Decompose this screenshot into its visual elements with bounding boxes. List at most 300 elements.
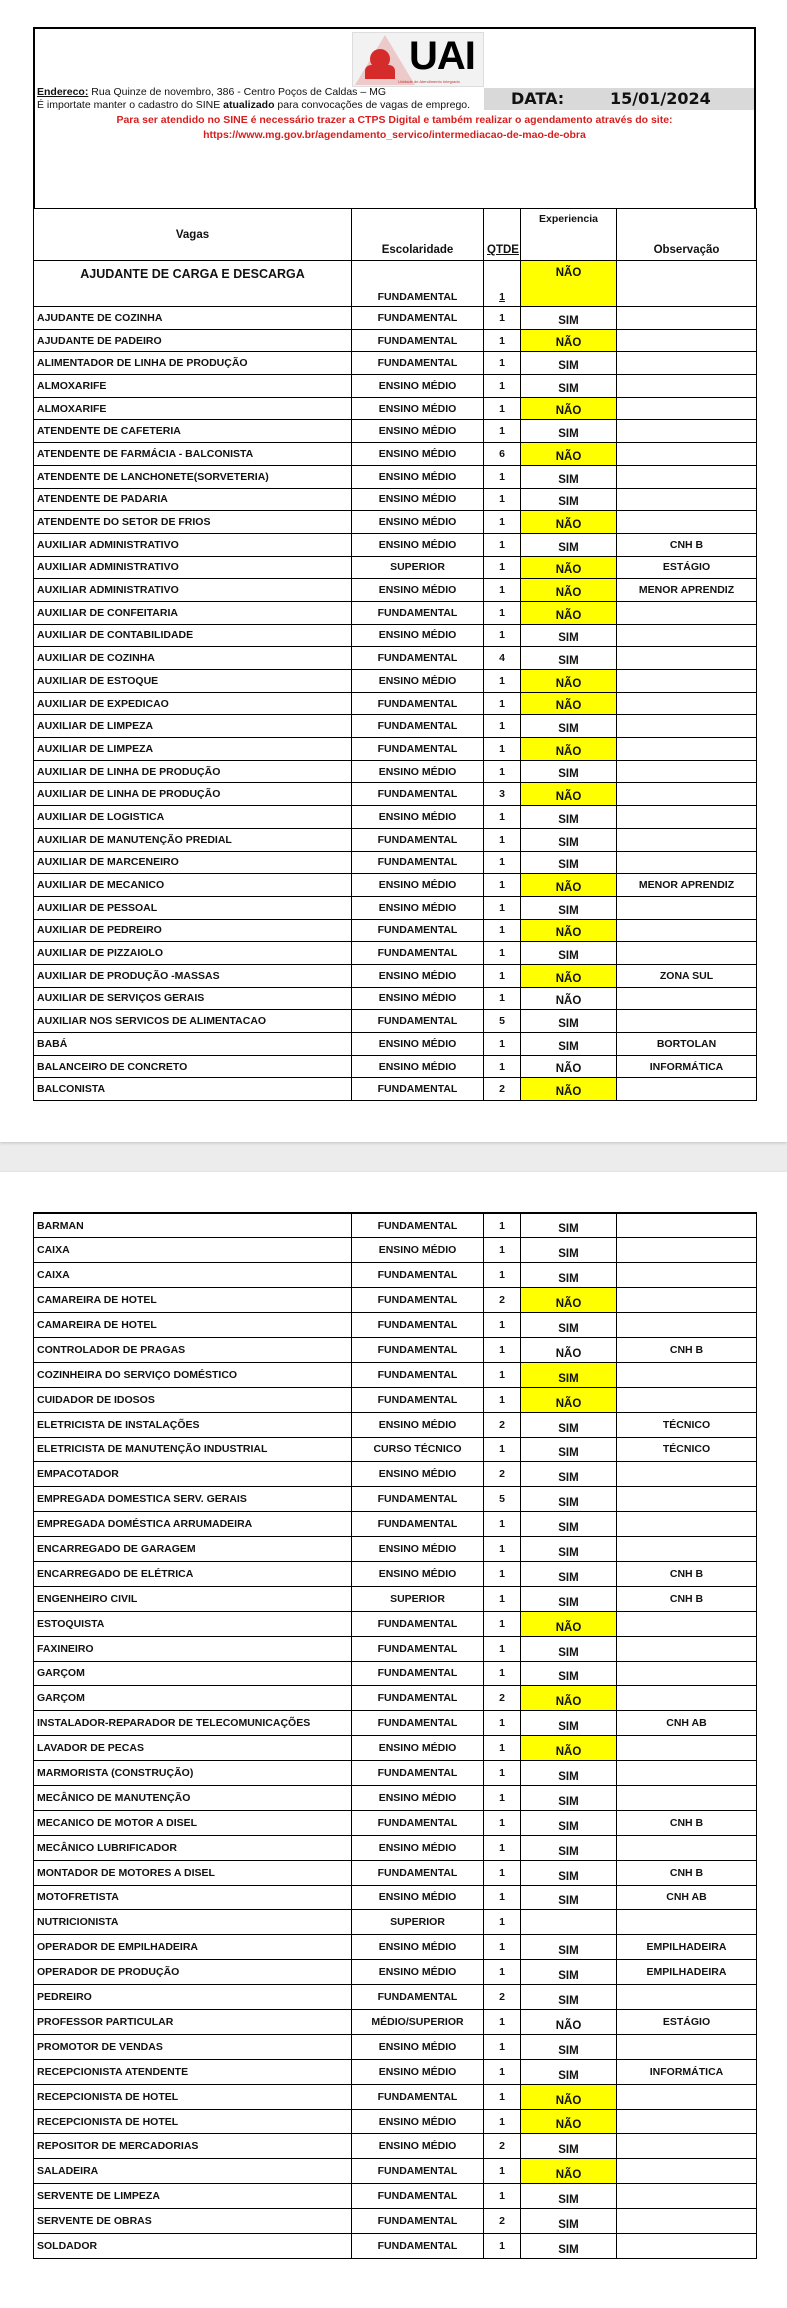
cell-experiencia: SIM [521,1362,617,1387]
cell-vaga: MECÂNICO DE MANUTENÇÃO [34,1785,352,1810]
cell-escolaridade: ENSINO MÉDIO [352,806,484,829]
cell-vaga: AUXILIAR DE LINHA DE PRODUÇÃO [34,783,352,806]
cell-experiencia: SIM [521,1033,617,1056]
table-row [34,647,757,670]
cell-qtde: 1 [484,670,521,693]
cell-experiencia: SIM [521,1010,617,1033]
table-row [34,261,757,307]
scheduling-link[interactable]: https://www.mg.gov.br/agendamento_servico/intermediacao-de-mao-de-obra [203,129,586,141]
address-line [37,85,386,99]
job-table-page-2 [33,1212,757,2259]
cell-qtde: 1 [484,760,521,783]
cell-observacao: BORTOLAN [617,1033,757,1056]
cell-observacao [617,1910,757,1935]
cell-observacao [617,647,757,670]
cell-vaga: ENGENHEIRO CIVIL [34,1586,352,1611]
cell-escolaridade: FUNDAMENTAL [352,828,484,851]
cell-observacao [617,511,757,534]
cell-escolaridade: ENSINO MÉDIO [352,1960,484,1985]
cell-qtde: 1 [484,1785,521,1810]
table-row [34,579,757,602]
cell-vaga: AUXILIAR DE PRODUÇÃO -MASSAS [34,964,352,987]
cell-vaga: ATENDENTE DO SETOR DE FRIOS [34,511,352,534]
table-row [34,1586,757,1611]
table-row [34,1860,757,1885]
cell-observacao [617,1213,757,1238]
cell-escolaridade: ENSINO MÉDIO [352,511,484,534]
cell-escolaridade: FUNDAMENTAL [352,2234,484,2259]
cell-qtde: 1 [484,1213,521,1238]
cell-qtde: 2 [484,1686,521,1711]
table-row [34,375,757,398]
document-page-2 [0,1172,787,2308]
cell-qtde: 1 [484,1835,521,1860]
cell-vaga: CUIDADOR DE IDOSOS [34,1387,352,1412]
cell-escolaridade: MÉDIO/SUPERIOR [352,2010,484,2035]
cell-observacao [617,329,757,352]
column-header-observacao: Observação [617,209,757,261]
table-row [34,851,757,874]
cell-vaga: PROMOTOR DE VENDAS [34,2034,352,2059]
cell-experiencia: SIM [521,488,617,511]
table-row [34,1487,757,1512]
cell-escolaridade: FUNDAMENTAL [352,647,484,670]
table-row [34,1885,757,1910]
cell-vaga: PEDREIRO [34,1985,352,2010]
cell-experiencia: SIM [521,2234,617,2259]
cell-vaga: AUXILIAR DE LINHA DE PRODUÇÃO [34,760,352,783]
cell-qtde: 2 [484,1412,521,1437]
cell-vaga: BALANCEIRO DE CONCRETO [34,1055,352,1078]
table-row [34,624,757,647]
table-row [34,828,757,851]
cell-escolaridade: ENSINO MÉDIO [352,1055,484,1078]
column-header-escolaridade: Escolaridade [352,209,484,261]
cell-vaga: ENCARREGADO DE ELÉTRICA [34,1561,352,1586]
cell-qtde: 1 [484,874,521,897]
table-row [34,352,757,375]
cell-qtde: 1 [484,1033,521,1056]
cell-vaga: BALCONISTA [34,1078,352,1101]
cell-escolaridade: FUNDAMENTAL [352,2184,484,2209]
table-row [34,1636,757,1661]
cell-observacao: TÉCNICO [617,1437,757,1462]
table-row [34,919,757,942]
cell-vaga: AUXILIAR DE MANUTENÇÃO PREDIAL [34,828,352,851]
cell-escolaridade: FUNDAMENTAL [352,1711,484,1736]
cell-escolaridade: ENSINO MÉDIO [352,1238,484,1263]
cell-observacao [617,1263,757,1288]
cell-escolaridade: ENSINO MÉDIO [352,896,484,919]
cell-escolaridade: FUNDAMENTAL [352,601,484,624]
cell-escolaridade: FUNDAMENTAL [352,1362,484,1387]
cell-experiencia: SIM [521,851,617,874]
document-header [33,27,756,208]
cell-experiencia: SIM [521,1412,617,1437]
cell-observacao: ZONA SUL [617,964,757,987]
cell-observacao [617,2034,757,2059]
cell-vaga: AJUDANTE DE PADEIRO [34,329,352,352]
cell-qtde: 1 [484,1761,521,1786]
cell-escolaridade: ENSINO MÉDIO [352,443,484,466]
table-row [34,1263,757,1288]
table-row [34,420,757,443]
cell-observacao [617,1636,757,1661]
cell-qtde: 1 [484,2034,521,2059]
sine-instruction: Para ser atendido no SINE é necessário trazer a CTPS Digital e também realizar o agendamento através do site: [116,114,673,126]
cell-escolaridade: FUNDAMENTAL [352,261,484,307]
notice-text-pre: É importate manter o cadastro do SINE [37,99,224,111]
cell-observacao [617,1761,757,1786]
cell-observacao [617,2084,757,2109]
cell-vaga: SERVENTE DE OBRAS [34,2209,352,2234]
cell-observacao: EMPILHADEIRA [617,1960,757,1985]
table-row [34,465,757,488]
table-row [34,2209,757,2234]
cell-experiencia: SIM [521,1263,617,1288]
table-row [34,1462,757,1487]
cell-vaga: CAIXA [34,1238,352,1263]
cell-qtde: 1 [484,1055,521,1078]
cell-observacao: ESTÁGIO [617,2010,757,2035]
cell-qtde: 1 [484,1810,521,1835]
cell-vaga: ATENDENTE DE PADARIA [34,488,352,511]
table-row [34,1337,757,1362]
cell-escolaridade: FUNDAMENTAL [352,2209,484,2234]
table-row [34,1512,757,1537]
cell-observacao [617,2159,757,2184]
cell-experiencia: SIM [521,942,617,965]
cell-qtde: 1 [484,307,521,330]
cell-experiencia: NÃO [521,987,617,1010]
cell-experiencia: NÃO [521,511,617,534]
cell-vaga: AUXILIAR DE COZINHA [34,647,352,670]
table-header-row [34,209,757,261]
cell-escolaridade: FUNDAMENTAL [352,307,484,330]
cell-escolaridade: FUNDAMENTAL [352,692,484,715]
cell-qtde: 1 [484,533,521,556]
column-header-experiencia: Experiencia [521,209,617,261]
cell-vaga: ALMOXARIFE [34,397,352,420]
cell-experiencia: SIM [521,828,617,851]
column-header-qtde [484,209,521,261]
cell-experiencia: SIM [521,715,617,738]
cell-observacao [617,1985,757,2010]
cell-experiencia: NÃO [521,1736,617,1761]
cell-qtde: 1 [484,624,521,647]
cell-experiencia: NÃO [521,2084,617,2109]
cell-observacao [617,2209,757,2234]
cell-vaga: AUXILIAR DE PESSOAL [34,896,352,919]
cell-qtde: 1 [484,1636,521,1661]
cell-escolaridade: ENSINO MÉDIO [352,964,484,987]
cell-observacao [617,2234,757,2259]
table-row [34,1985,757,2010]
table-row [34,1010,757,1033]
cell-experiencia: SIM [521,2059,617,2084]
table-row [34,533,757,556]
table-row [34,783,757,806]
cell-qtde: 1 [484,1313,521,1338]
cell-experiencia: NÃO [521,919,617,942]
cell-experiencia: SIM [521,806,617,829]
cell-experiencia: SIM [521,375,617,398]
cell-experiencia: SIM [521,1561,617,1586]
cell-qtde: 1 [484,738,521,761]
table-row [34,1437,757,1462]
table-row [34,2134,757,2159]
cell-observacao [617,2184,757,2209]
cell-experiencia: NÃO [521,443,617,466]
cell-experiencia: SIM [521,1761,617,1786]
cell-qtde: 2 [484,1985,521,2010]
cell-qtde: 1 [484,1885,521,1910]
cell-experiencia: SIM [521,1985,617,2010]
cell-experiencia: NÃO [521,1078,617,1101]
cell-vaga: BARMAN [34,1213,352,1238]
cell-qtde: 1 [484,397,521,420]
qtde-value: 1 [499,291,505,303]
cell-experiencia: NÃO [521,1387,617,1412]
cell-qtde: 1 [484,601,521,624]
table-row [34,1960,757,1985]
date-value: 15/01/2024 [610,89,711,108]
cell-vaga: ATENDENTE DE LANCHONETE(SORVETERIA) [34,465,352,488]
cell-qtde: 2 [484,1288,521,1313]
cell-observacao [617,806,757,829]
cell-observacao [617,1537,757,1562]
cell-experiencia: NÃO [521,579,617,602]
cell-observacao [617,1487,757,1512]
cell-qtde: 1 [484,2184,521,2209]
cell-experiencia: NÃO [521,2109,617,2134]
cell-qtde: 1 [484,1337,521,1362]
cell-qtde: 1 [484,806,521,829]
cell-escolaridade: ENSINO MÉDIO [352,2034,484,2059]
cell-observacao: MENOR APRENDIZ [617,579,757,602]
cell-observacao [617,397,757,420]
cell-qtde: 1 [484,488,521,511]
cell-vaga: PROFESSOR PARTICULAR [34,2010,352,2035]
cell-qtde: 2 [484,2134,521,2159]
cell-qtde: 1 [484,2159,521,2184]
table-row [34,1238,757,1263]
cell-escolaridade: ENSINO MÉDIO [352,1835,484,1860]
cell-experiencia: NÃO [521,964,617,987]
cell-experiencia: SIM [521,1810,617,1835]
cell-experiencia: SIM [521,1487,617,1512]
cell-observacao: CNH B [617,1810,757,1835]
cell-escolaridade: FUNDAMENTAL [352,942,484,965]
table-row [34,692,757,715]
cell-escolaridade: ENSINO MÉDIO [352,1561,484,1586]
cell-observacao [617,420,757,443]
cell-escolaridade: FUNDAMENTAL [352,1686,484,1711]
cell-experiencia: NÃO [521,329,617,352]
cell-observacao [617,488,757,511]
cell-observacao [617,375,757,398]
address-text: Rua Quinze de novembro, 386 - Centro Poços de Caldas – MG [88,86,387,98]
cell-qtde: 1 [484,1736,521,1761]
cell-vaga: SALADEIRA [34,2159,352,2184]
cell-escolaridade: ENSINO MÉDIO [352,1736,484,1761]
table-row [34,896,757,919]
cell-vaga: AUXILIAR DE LIMPEZA [34,738,352,761]
table-row [34,1537,757,1562]
cell-escolaridade: FUNDAMENTAL [352,1611,484,1636]
cell-vaga: CAMAREIRA DE HOTEL [34,1313,352,1338]
cell-observacao [617,1462,757,1487]
cell-vaga: GARÇOM [34,1686,352,1711]
cell-escolaridade: ENSINO MÉDIO [352,1885,484,1910]
cell-escolaridade: FUNDAMENTAL [352,1313,484,1338]
cell-escolaridade: SUPERIOR [352,556,484,579]
cell-experiencia: NÃO [521,670,617,693]
cell-vaga: BABÁ [34,1033,352,1056]
cell-qtde: 1 [484,1537,521,1562]
cell-observacao: TÉCNICO [617,1412,757,1437]
cell-observacao [617,670,757,693]
cell-experiencia: SIM [521,1935,617,1960]
cell-vaga: AUXILIAR ADMINISTRATIVO [34,579,352,602]
cell-vaga: AUXILIAR DE SERVIÇOS GERAIS [34,987,352,1010]
table-row [34,2059,757,2084]
cell-vaga: MARMORISTA (CONSTRUÇÃO) [34,1761,352,1786]
cell-observacao [617,987,757,1010]
cell-vaga: AUXILIAR DE CONFEITARIA [34,601,352,624]
cell-observacao [617,919,757,942]
cell-observacao [617,760,757,783]
cell-qtde: 1 [484,2234,521,2259]
cell-experiencia: SIM [521,1586,617,1611]
cell-experiencia: SIM [521,647,617,670]
cell-observacao [617,1661,757,1686]
table-row [34,760,757,783]
table-row [34,2034,757,2059]
cell-qtde: 5 [484,1010,521,1033]
cell-escolaridade: ENSINO MÉDIO [352,874,484,897]
cell-experiencia: NÃO [521,1686,617,1711]
table-row [34,1910,757,1935]
table-row [34,1213,757,1238]
cell-observacao [617,624,757,647]
cell-vaga: ALMOXARIFE [34,375,352,398]
cell-experiencia: SIM [521,1661,617,1686]
logo-subtitle: Unidade de Atendimento Integrado [398,79,460,84]
table-row [34,1835,757,1860]
cell-qtde: 1 [484,1238,521,1263]
cell-escolaridade: ENSINO MÉDIO [352,624,484,647]
cell-experiencia: NÃO [521,397,617,420]
qtde-label: QTDE [487,244,519,256]
cell-escolaridade: ENSINO MÉDIO [352,1935,484,1960]
date-label: DATA: [511,89,565,108]
cell-escolaridade: FUNDAMENTAL [352,919,484,942]
cell-escolaridade: FUNDAMENTAL [352,2159,484,2184]
cell-vaga: AJUDANTE DE COZINHA [34,307,352,330]
cell-escolaridade: ENSINO MÉDIO [352,533,484,556]
table-row [34,601,757,624]
cell-escolaridade: FUNDAMENTAL [352,329,484,352]
cell-qtde: 3 [484,783,521,806]
table-row [34,556,757,579]
cell-qtde: 1 [484,692,521,715]
cell-vaga: CONTROLADOR DE PRAGAS [34,1337,352,1362]
cell-observacao [617,692,757,715]
cell-escolaridade: FUNDAMENTAL [352,1512,484,1537]
table-row [34,1935,757,1960]
cell-qtde: 1 [484,556,521,579]
cell-vaga: ELETRICISTA DE INSTALAÇÕES [34,1412,352,1437]
cell-observacao [617,1313,757,1338]
cell-qtde: 1 [484,1561,521,1586]
cell-experiencia: SIM [521,1860,617,1885]
cell-escolaridade: FUNDAMENTAL [352,2084,484,2109]
cell-experiencia: SIM [521,1213,617,1238]
cell-observacao: INFORMÁTICA [617,2059,757,2084]
cell-observacao [617,1238,757,1263]
cell-experiencia: SIM [521,2134,617,2159]
cell-observacao [617,1686,757,1711]
cell-experiencia: SIM [521,2034,617,2059]
cell-experiencia: SIM [521,352,617,375]
table-row [34,806,757,829]
cell-vaga: OPERADOR DE EMPILHADEIRA [34,1935,352,1960]
job-listing-sheet [33,27,756,1101]
notice-text-post: para convocações de vagas de emprego. [274,99,471,111]
cell-escolaridade: FUNDAMENTAL [352,1860,484,1885]
cell-vaga: NUTRICIONISTA [34,1910,352,1935]
cell-qtde: 1 [484,2084,521,2109]
table-row [34,2010,757,2035]
cell-escolaridade: ENSINO MÉDIO [352,1462,484,1487]
table-row [34,1412,757,1437]
cell-experiencia: SIM [521,420,617,443]
cell-escolaridade: ENSINO MÉDIO [352,375,484,398]
cell-qtde: 2 [484,1462,521,1487]
cell-observacao [617,1288,757,1313]
cell-qtde: 4 [484,647,521,670]
cell-observacao [617,307,757,330]
cell-experiencia: SIM [521,1835,617,1860]
cell-vaga: EMPACOTADOR [34,1462,352,1487]
cell-vaga: INSTALADOR-REPARADOR DE TELECOMUNICAÇÕES [34,1711,352,1736]
cell-vaga: OPERADOR DE PRODUÇÃO [34,1960,352,1985]
cell-qtde: 2 [484,1078,521,1101]
cell-vaga: ENCARREGADO DE GARAGEM [34,1537,352,1562]
cell-experiencia: NÃO [521,738,617,761]
cell-observacao [617,896,757,919]
cell-experiencia: SIM [521,1512,617,1537]
cell-experiencia: SIM [521,1636,617,1661]
cell-escolaridade: FUNDAMENTAL [352,1661,484,1686]
cell-qtde: 1 [484,1586,521,1611]
cell-vaga: COZINHEIRA DO SERVIÇO DOMÉSTICO [34,1362,352,1387]
table-row [34,1711,757,1736]
cell-experiencia: NÃO [521,261,617,307]
cell-vaga: MECÂNICO LUBRIFICADOR [34,1835,352,1860]
cell-vaga: ESTOQUISTA [34,1611,352,1636]
cell-qtde [484,261,521,307]
cell-qtde: 1 [484,828,521,851]
table-row [34,1313,757,1338]
table-row [34,443,757,466]
cell-observacao [617,1611,757,1636]
table-row [34,511,757,534]
cell-qtde: 1 [484,1661,521,1686]
cell-vaga: GARÇOM [34,1661,352,1686]
cell-escolaridade: ENSINO MÉDIO [352,670,484,693]
